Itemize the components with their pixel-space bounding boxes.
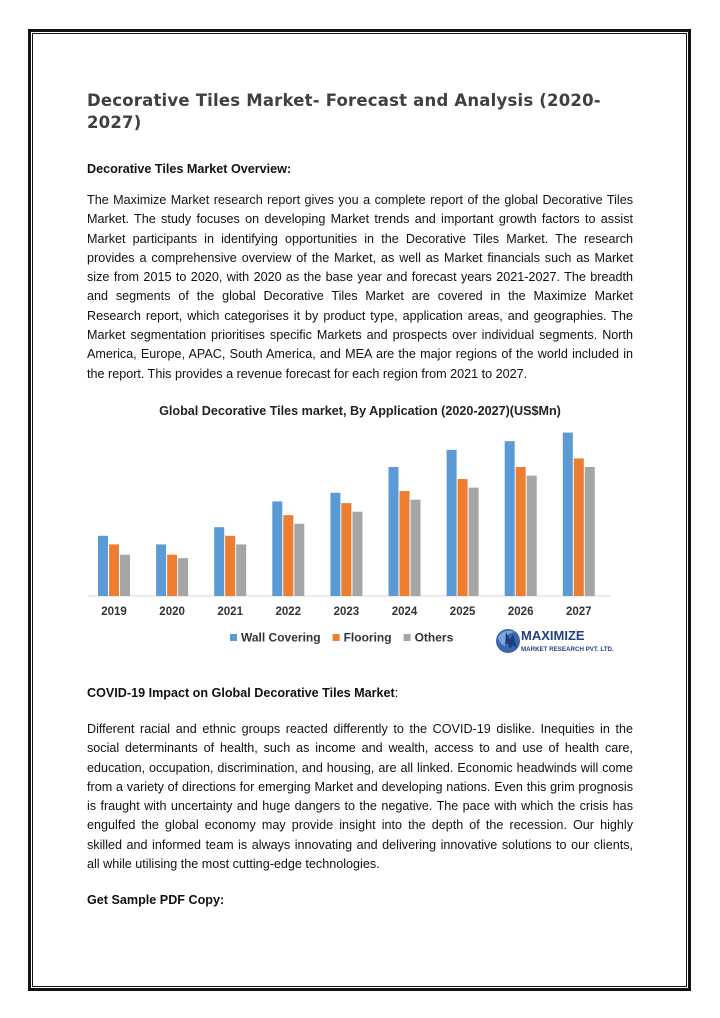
overview-heading: Decorative Tiles Market Overview: — [87, 162, 292, 176]
bar-others-2026 — [527, 476, 537, 596]
x-tick-label: 2025 — [449, 605, 476, 618]
x-tick-label: 2026 — [507, 605, 534, 618]
document-title: Decorative Tiles Market- Forecast and Analysis (2020-2027) — [87, 91, 601, 132]
bar-wall-covering-2019 — [98, 536, 108, 596]
bar-flooring-2023 — [341, 503, 351, 596]
x-tick-label: 2027 — [566, 605, 592, 618]
maximize-logo — [496, 628, 614, 653]
bar-wall-covering-2022 — [272, 501, 282, 596]
bar-others-2021 — [236, 544, 246, 596]
logo-subtitle: MARKET RESEARCH PVT. LTD. — [521, 645, 614, 653]
legend-swatch-wall-covering — [230, 634, 237, 641]
document-body — [87, 90, 633, 908]
bar-others-2019 — [120, 555, 130, 596]
covid-heading — [87, 685, 633, 701]
x-tick-label: 2022 — [275, 605, 302, 618]
bar-flooring-2021 — [225, 536, 235, 596]
bar-wall-covering-2020 — [156, 544, 166, 596]
bar-chart — [87, 396, 633, 664]
legend-label-flooring: Flooring — [343, 630, 392, 645]
bar-wall-covering-2027 — [563, 433, 573, 596]
chart-legend — [230, 630, 454, 644]
bar-others-2025 — [469, 488, 479, 596]
x-tick-label: 2021 — [217, 605, 243, 618]
bar-wall-covering-2026 — [505, 441, 515, 596]
legend-swatch-others — [404, 634, 411, 641]
bar-wall-covering-2021 — [214, 527, 224, 596]
bar-wall-covering-2023 — [330, 493, 340, 596]
covid-heading-text: COVID-19 Impact on Global Decorative Tiles Market — [87, 685, 395, 700]
x-tick-label: 2020 — [159, 605, 185, 618]
chart-bars — [98, 433, 595, 596]
x-tick-label: 2024 — [391, 605, 418, 618]
bar-flooring-2019 — [109, 544, 119, 596]
bar-others-2022 — [294, 524, 304, 596]
legend-label-others: Others — [414, 630, 454, 645]
bar-flooring-2024 — [400, 491, 410, 596]
covid-heading-colon: : — [394, 685, 399, 700]
bar-others-2027 — [585, 467, 595, 596]
chart-figure — [87, 396, 633, 664]
covid-paragraph: Different racial and ethnic groups reacted differently to the COVID-19 dislike. Inequities in the social determinants of health, such as income and wealth, access to and use of health care, education, occupation, discrimination, and housing, are all linked. Economic headwinds will come from a variety of directions for emerging Market and developing nations. Even this grim prognosis is fraught with uncertainty and huge dangers to the negative. The pace with which the crisis has engulfed the global economy may provide insight into the depth of the recession. Our highly skilled and informed team is always innovating and delivering innovative solutions to our clients, all while utilising the most cutting-edge technologies. — [87, 721, 633, 872]
bar-flooring-2025 — [458, 479, 468, 596]
logo-name: MAXIMIZE — [521, 627, 585, 643]
x-tick-label: 2023 — [333, 605, 360, 618]
bar-others-2020 — [178, 558, 188, 596]
sample-pdf-heading: Get Sample PDF Copy: — [87, 893, 225, 908]
x-tick-label: 2019 — [101, 605, 127, 618]
chart-x-ticks — [101, 606, 591, 618]
bar-flooring-2020 — [167, 555, 177, 596]
legend-swatch-flooring — [333, 634, 340, 641]
bar-flooring-2026 — [516, 467, 526, 596]
chart-title: Global Decorative Tiles market, By Application (2020-2027)(US$Mn) — [159, 403, 561, 418]
bar-wall-covering-2024 — [389, 467, 399, 596]
bar-flooring-2022 — [283, 515, 293, 596]
bar-flooring-2027 — [574, 458, 584, 596]
overview-paragraph: The Maximize Market research report gives you a complete report of the global Decorative Tiles Market. The study focuses on developing Market trends and important growth factors to assist Market participants in identifying opportunities in the Decorative Tiles Market. The research provides a comprehensive overview of the Market, as well as Market financials such as Market size from 2015 to 2020, with 2020 as the base year and forecast years 2021-2027. The breadth and segments of the global Decorative Tiles Market are covered in the Maximize Market Research report, which categorises it by product type, application areas, and geographies. The Market segmentation prioritises specific Markets and prospects over individual segments. North America, Europe, APAC, South America, and MEA are the major regions of the world included in the report. This provides a revenue forecast for each region from 2021 to 2027. — [87, 193, 633, 381]
logo-globe-icon — [496, 629, 520, 653]
bar-wall-covering-2025 — [447, 450, 457, 596]
bar-others-2023 — [352, 512, 362, 596]
bar-others-2024 — [411, 500, 421, 596]
legend-label-wall-covering: Wall Covering — [241, 630, 321, 645]
